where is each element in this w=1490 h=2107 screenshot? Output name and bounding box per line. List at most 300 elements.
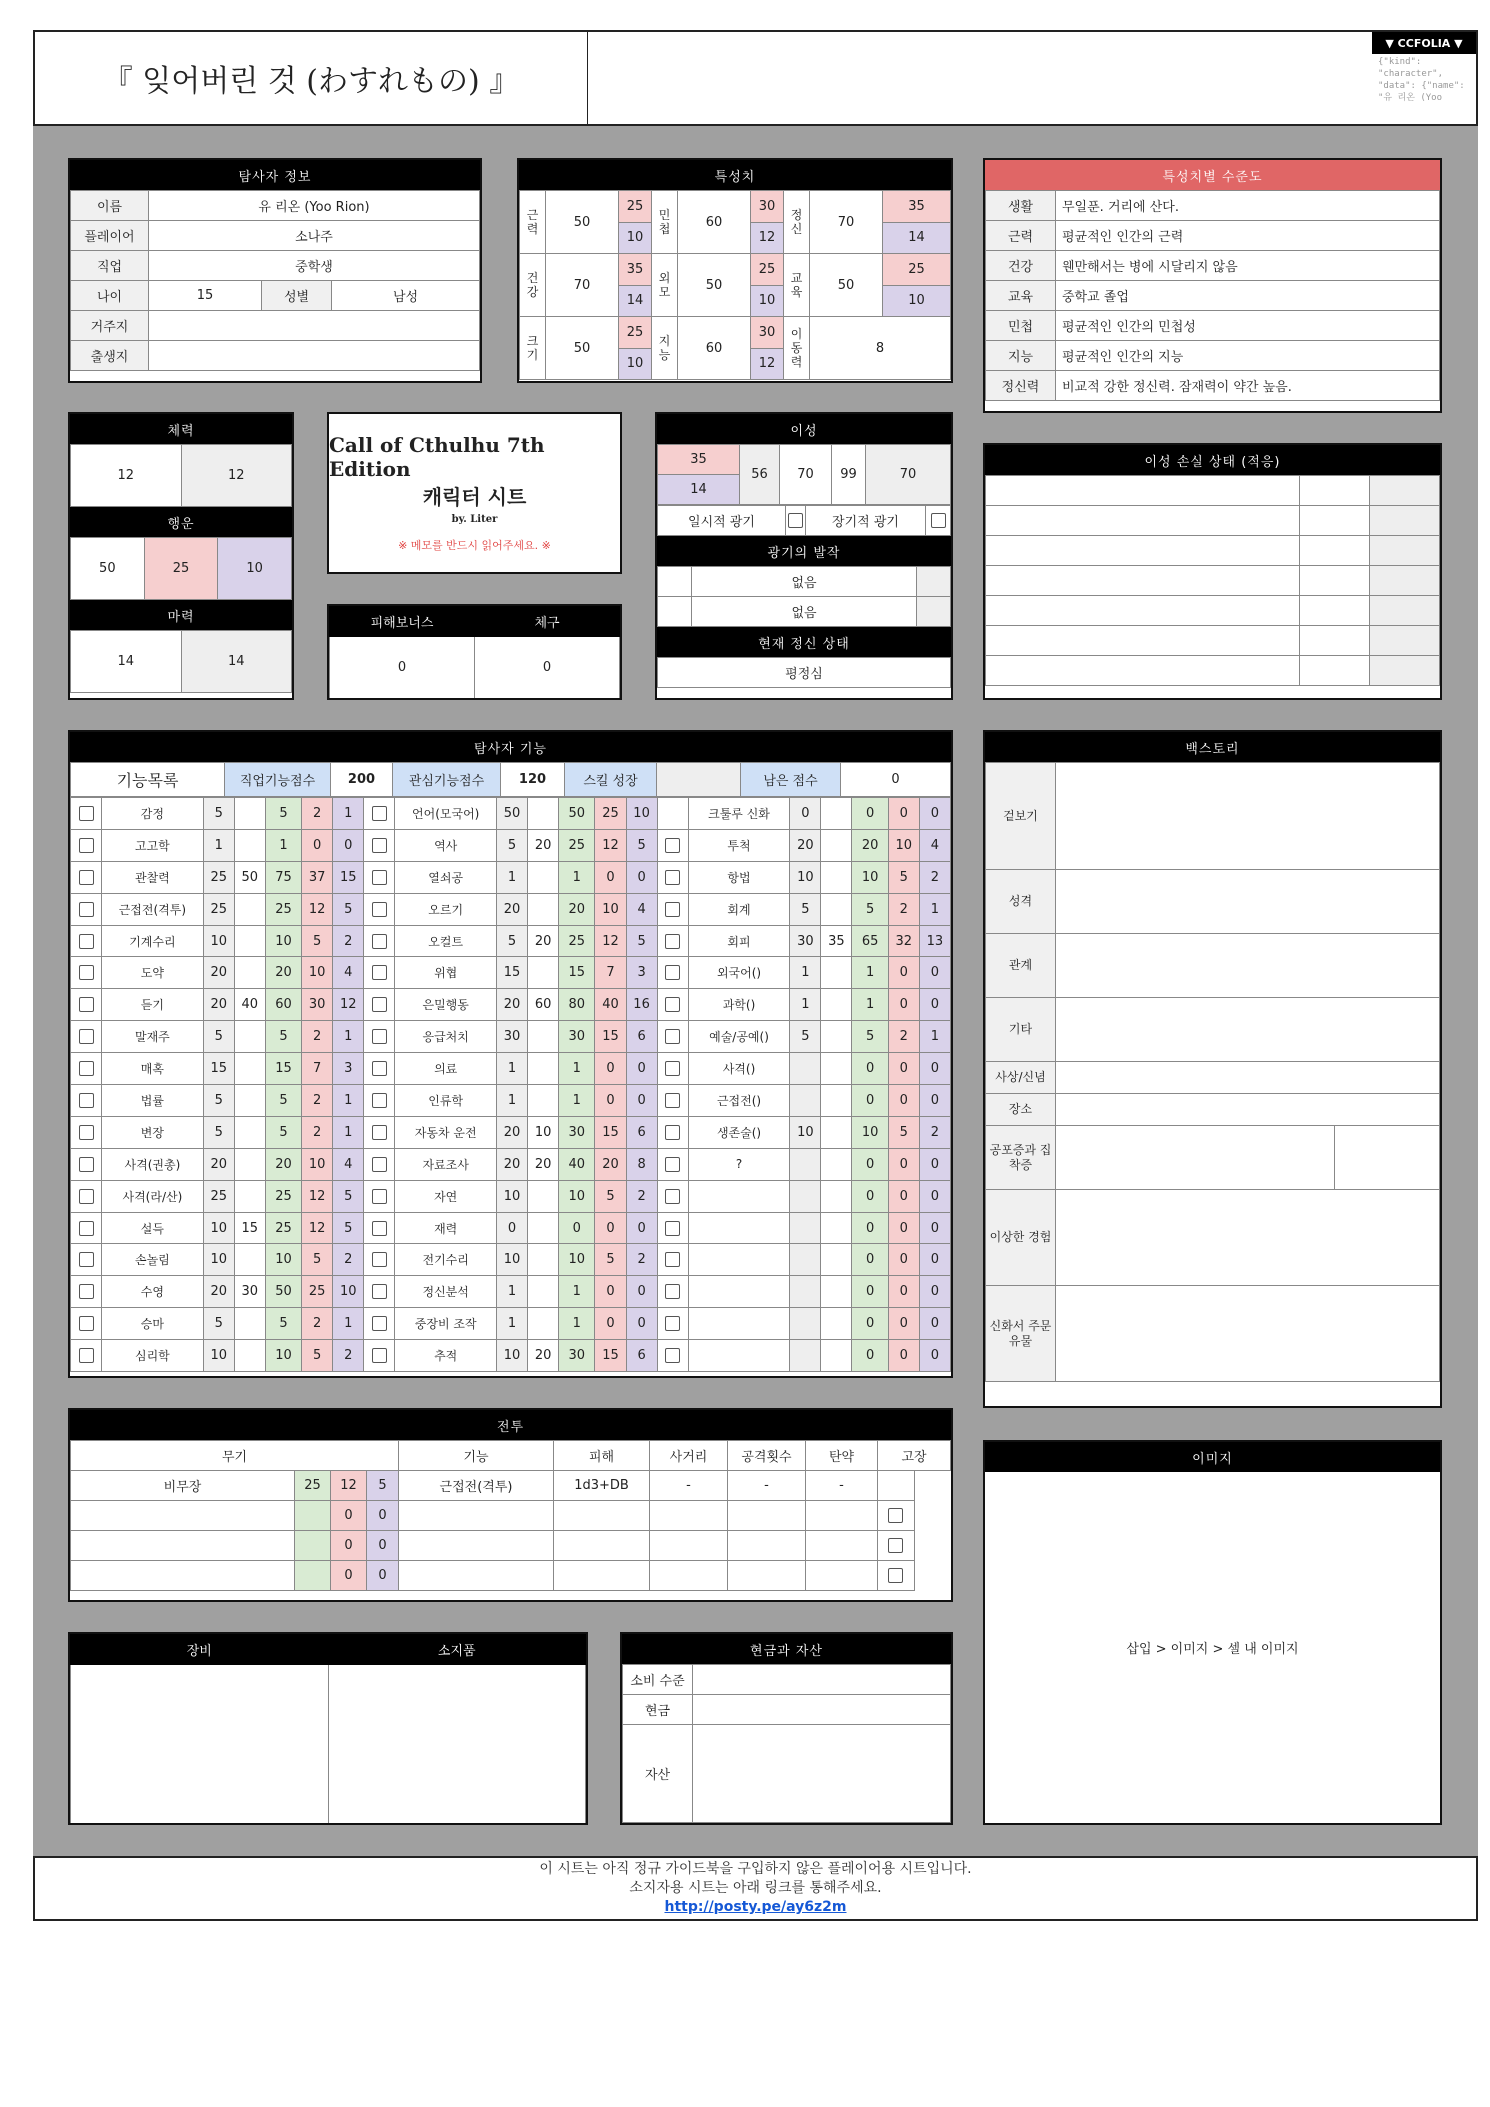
skill-checkbox-cell[interactable] (657, 1085, 688, 1117)
skill-added[interactable]: 35 (821, 925, 852, 957)
skill-checkbox-cell[interactable] (657, 1340, 688, 1372)
sanloss-row[interactable] (986, 566, 1300, 596)
skill-checkbox-cell[interactable] (71, 1340, 102, 1372)
skill-checkbox-cell[interactable] (364, 1116, 395, 1148)
section-header: 탐사자 정보 (70, 160, 480, 190)
skill-added[interactable] (821, 1116, 852, 1148)
items-field[interactable] (328, 1665, 586, 1824)
backstory-field[interactable] (1056, 870, 1440, 934)
skill-checkbox[interactable] (665, 1221, 680, 1236)
skill-checkbox[interactable] (665, 1157, 680, 1172)
skill-checkbox-cell[interactable] (71, 1053, 102, 1085)
hp-current[interactable]: 12 (71, 445, 182, 507)
weapon-malf-checkbox-cell[interactable] (878, 1561, 915, 1591)
skill-base: 20 (203, 989, 234, 1021)
skill-checkbox-cell[interactable] (657, 1244, 688, 1276)
gear-field[interactable] (71, 1665, 329, 1824)
skill-added[interactable] (234, 925, 265, 957)
weapon-name[interactable] (71, 1561, 295, 1591)
skill-checkbox[interactable] (372, 997, 387, 1012)
skill-checkbox[interactable] (372, 1157, 387, 1172)
skill-checkbox[interactable] (665, 934, 680, 949)
san-current[interactable]: 56 (740, 445, 780, 505)
skill-added[interactable] (234, 829, 265, 861)
char-value[interactable]: 70 (810, 191, 883, 254)
skill-added[interactable] (821, 1276, 852, 1308)
skill-checkbox-cell[interactable] (364, 1021, 395, 1053)
skill-checkbox[interactable] (372, 1221, 387, 1236)
char-value[interactable]: 8 (810, 317, 951, 380)
skill-added[interactable] (528, 798, 559, 830)
weapon-ammo[interactable] (806, 1561, 878, 1591)
backstory-field-extra[interactable] (1335, 1126, 1440, 1190)
backstory-field[interactable] (1056, 1062, 1440, 1094)
level-desc[interactable]: 비교적 강한 정신력. 잠재력이 약간 높음. (1056, 371, 1440, 401)
skill-checkbox-cell[interactable] (364, 925, 395, 957)
skill-checkbox[interactable] (79, 806, 94, 821)
skill-checkbox[interactable] (665, 1029, 680, 1044)
skill-checkbox-cell[interactable] (657, 1116, 688, 1148)
skill-checkbox[interactable] (665, 870, 680, 885)
weapon-range[interactable]: - (650, 1471, 728, 1501)
sex-field[interactable]: 남성 (332, 281, 480, 311)
sanloss-row[interactable] (986, 506, 1300, 536)
weapon-attacks[interactable]: - (728, 1471, 806, 1501)
skill-checkbox[interactable] (79, 1284, 94, 1299)
skill-checkbox-cell[interactable] (364, 1244, 395, 1276)
weapon-damage[interactable] (554, 1561, 650, 1591)
level-label: 근력 (986, 221, 1056, 251)
skill-added[interactable] (528, 1053, 559, 1085)
sanloss-row[interactable] (986, 596, 1300, 626)
int-points-label: 관심기능점수 (393, 763, 501, 797)
level-desc[interactable]: 평균적인 인간의 민첩성 (1056, 311, 1440, 341)
skill-name (688, 1244, 790, 1276)
skill-checkbox[interactable] (665, 1348, 680, 1363)
level-desc[interactable]: 평균적인 인간의 근력 (1056, 221, 1440, 251)
skill-added[interactable] (821, 1180, 852, 1212)
weapon-ammo[interactable] (806, 1531, 878, 1561)
sanloss-row[interactable] (986, 656, 1300, 686)
skill-checkbox-cell[interactable] (71, 1244, 102, 1276)
sanloss-row[interactable] (986, 476, 1300, 506)
skill-checkbox[interactable] (79, 838, 94, 853)
sanloss-amount[interactable] (1300, 506, 1370, 536)
skill-added[interactable] (528, 1244, 559, 1276)
skill-name: 정신분석 (395, 1276, 497, 1308)
skill-added[interactable] (821, 829, 852, 861)
skill-half: 7 (302, 1053, 333, 1085)
skill-checkbox[interactable] (79, 1061, 94, 1076)
skill-checkbox-cell[interactable] (657, 989, 688, 1021)
db-value[interactable]: 0 (330, 637, 475, 699)
bout1-check[interactable] (658, 567, 692, 597)
skill-total: 0 (852, 1053, 888, 1085)
skill-checkbox[interactable] (79, 902, 94, 917)
skill-checkbox[interactable] (665, 1316, 680, 1331)
skill-added[interactable]: 40 (234, 989, 265, 1021)
backstory-field[interactable] (1056, 998, 1440, 1062)
backstory-label: 공포증과 집착증 (986, 1126, 1056, 1190)
sanloss-amount[interactable] (1300, 596, 1370, 626)
int-points[interactable]: 120 (501, 763, 565, 797)
skill-checkbox-cell[interactable] (364, 861, 395, 893)
skill-checkbox[interactable] (372, 1093, 387, 1108)
skill-added[interactable] (821, 1085, 852, 1117)
backstory-field[interactable] (1056, 1094, 1440, 1126)
weapon-name[interactable] (71, 1531, 295, 1561)
skill-added[interactable] (234, 1308, 265, 1340)
skill-checkbox[interactable] (665, 997, 680, 1012)
weapon-malf-checkbox-cell[interactable] (878, 1501, 915, 1531)
skill-checkbox-cell[interactable] (364, 1085, 395, 1117)
skill-base: 10 (496, 1180, 527, 1212)
ccfolia-json[interactable]: {"kind": "character", "data": {"name": "유 리온 (Yoo (1378, 57, 1465, 103)
weapon-malf[interactable] (878, 1471, 915, 1501)
indef-insanity-checkbox[interactable] (931, 513, 946, 528)
weapon-malf-checkbox[interactable] (888, 1538, 903, 1553)
skill-checkbox-cell[interactable] (364, 1308, 395, 1340)
skill-checkbox[interactable] (665, 1284, 680, 1299)
weapon-attacks[interactable] (728, 1531, 806, 1561)
weapon-name[interactable]: 비무장 (71, 1471, 295, 1501)
skill-checkbox[interactable] (372, 1284, 387, 1299)
skill-checkbox-cell[interactable] (657, 1053, 688, 1085)
name-field[interactable]: 유 리온 (Yoo Rion) (149, 191, 480, 221)
skill-checkbox-cell[interactable] (71, 1021, 102, 1053)
weapon-skill-name[interactable]: 근접전(격투) (399, 1471, 554, 1501)
sanloss-amount[interactable] (1300, 656, 1370, 686)
skill-added[interactable] (821, 893, 852, 925)
skill-added[interactable] (821, 1308, 852, 1340)
level-desc[interactable]: 무일푼. 거리에 산다. (1056, 191, 1440, 221)
sanloss-amount[interactable] (1300, 536, 1370, 566)
level-desc[interactable]: 웬만해서는 병에 시달리지 않음 (1056, 251, 1440, 281)
skill-checkbox-cell[interactable] (657, 861, 688, 893)
skill-added[interactable] (234, 1244, 265, 1276)
age-field[interactable]: 15 (149, 281, 262, 311)
weapon-malf-checkbox[interactable] (888, 1568, 903, 1583)
skill-added[interactable] (234, 893, 265, 925)
skill-checkbox-cell[interactable] (657, 1308, 688, 1340)
skill-added[interactable] (821, 1212, 852, 1244)
skill-checkbox[interactable] (372, 870, 387, 885)
residence-field[interactable] (149, 311, 480, 341)
footer-link[interactable]: http://posty.pe/ay6z2m (664, 1899, 847, 1915)
weapon-ammo[interactable] (806, 1501, 878, 1531)
skill-checkbox[interactable] (79, 1316, 94, 1331)
skill-added[interactable]: 20 (528, 1340, 559, 1372)
char-value[interactable]: 60 (678, 317, 751, 380)
sanloss-extra (1370, 476, 1440, 506)
skill-checkbox[interactable] (665, 1093, 680, 1108)
weapon-attacks[interactable] (728, 1501, 806, 1531)
skill-added[interactable]: 20 (528, 829, 559, 861)
skill-growth-value[interactable] (657, 763, 741, 797)
skill-added[interactable] (528, 893, 559, 925)
skill-added[interactable]: 20 (528, 1148, 559, 1180)
luck-value[interactable]: 50 (71, 538, 145, 600)
skill-checkbox[interactable] (372, 1348, 387, 1363)
luck-half: 25 (144, 538, 218, 600)
skill-total: 0 (852, 798, 888, 830)
backstory-field[interactable] (1056, 1286, 1440, 1382)
bout1-text[interactable]: 없음 (692, 567, 917, 597)
char-value[interactable]: 70 (546, 254, 619, 317)
backstory-field[interactable] (1056, 934, 1440, 998)
sanloss-amount[interactable] (1300, 626, 1370, 656)
backstory-field[interactable] (1056, 1190, 1440, 1286)
cash-field[interactable] (693, 1695, 951, 1725)
mp-current[interactable]: 14 (71, 631, 182, 693)
skill-added[interactable] (234, 957, 265, 989)
skill-checkbox[interactable] (79, 965, 94, 980)
skill-added[interactable] (528, 861, 559, 893)
skill-checkbox-cell[interactable] (657, 1148, 688, 1180)
skill-added[interactable]: 20 (528, 925, 559, 957)
ccfolia-label[interactable]: ▼ CCFOLIA ▼ (1372, 32, 1476, 54)
player-field[interactable]: 소나주 (149, 221, 480, 251)
spending-field[interactable] (693, 1665, 951, 1695)
skill-checkbox-cell[interactable] (71, 798, 102, 830)
skill-name: 과학() (688, 989, 790, 1021)
skill-checkbox-cell[interactable] (71, 1308, 102, 1340)
skill-added[interactable] (528, 1021, 559, 1053)
skill-checkbox-cell[interactable] (71, 1085, 102, 1117)
skill-added[interactable] (821, 798, 852, 830)
backstory-field[interactable] (1056, 1126, 1335, 1190)
skill-checkbox[interactable] (79, 934, 94, 949)
skill-checkbox-cell[interactable] (364, 893, 395, 925)
weapon-range[interactable] (650, 1501, 728, 1531)
skill-added[interactable] (234, 1340, 265, 1372)
skill-checkbox[interactable] (79, 1029, 94, 1044)
sanloss-extra (1370, 506, 1440, 536)
weapon-damage[interactable] (554, 1501, 650, 1531)
skill-added[interactable] (234, 1116, 265, 1148)
skill-added[interactable]: 50 (234, 861, 265, 893)
skill-added[interactable]: 60 (528, 989, 559, 1021)
birthplace-field[interactable] (149, 341, 480, 371)
skill-added[interactable] (528, 1212, 559, 1244)
image-hint[interactable]: 삽입 > 이미지 > 셀 내 이미지 (1126, 1641, 1299, 1657)
skill-checkbox[interactable] (79, 1189, 94, 1204)
weapon-range[interactable] (650, 1561, 728, 1591)
sanloss-amount[interactable] (1300, 566, 1370, 596)
skill-checkbox[interactable] (79, 1157, 94, 1172)
skill-added[interactable] (234, 1180, 265, 1212)
skill-checkbox[interactable] (79, 1252, 94, 1267)
skill-checkbox[interactable] (665, 965, 680, 980)
skill-checkbox-cell[interactable] (71, 1180, 102, 1212)
skill-checkbox-cell[interactable] (364, 829, 395, 861)
weapon-attacks[interactable] (728, 1561, 806, 1591)
weapon-name[interactable] (71, 1501, 295, 1531)
char-fifth: 12 (751, 222, 784, 254)
skill-checkbox[interactable] (372, 1316, 387, 1331)
skill-checkbox-cell[interactable] (364, 1053, 395, 1085)
ccfolia-panel[interactable] (1372, 32, 1476, 124)
skill-half: 32 (888, 925, 919, 957)
skill-added[interactable] (821, 1244, 852, 1276)
footer-line1: 이 시트는 아직 정규 가이드북을 구입하지 않은 플레이어용 시트입니다. (539, 1861, 972, 1877)
skill-added[interactable]: 10 (528, 1116, 559, 1148)
skill-checkbox-cell[interactable] (71, 1116, 102, 1148)
assets-field[interactable] (693, 1725, 951, 1823)
skill-name: 오르기 (395, 893, 497, 925)
mental-state[interactable]: 평정심 (658, 658, 951, 688)
skill-base: 20 (203, 957, 234, 989)
skill-checkbox[interactable] (665, 1125, 680, 1140)
sanloss-row[interactable] (986, 626, 1300, 656)
skill-checkbox-cell[interactable] (364, 1340, 395, 1372)
weapon-range[interactable] (650, 1531, 728, 1561)
skill-checkbox[interactable] (372, 965, 387, 980)
skill-checkbox[interactable] (79, 1221, 94, 1236)
skill-added[interactable] (821, 1148, 852, 1180)
skill-checkbox[interactable] (372, 902, 387, 917)
skill-added[interactable]: 15 (234, 1212, 265, 1244)
char-half: 35 (883, 191, 951, 223)
skill-checkbox[interactable] (372, 838, 387, 853)
char-value[interactable]: 50 (546, 191, 619, 254)
skill-checkbox-cell[interactable] (364, 989, 395, 1021)
char-value[interactable]: 50 (546, 317, 619, 380)
build-value[interactable]: 0 (475, 637, 620, 699)
job-field[interactable]: 중학생 (149, 251, 480, 281)
skill-total: 50 (559, 798, 595, 830)
skill-added[interactable] (234, 1148, 265, 1180)
skill-added[interactable] (821, 957, 852, 989)
weapon-skill-name[interactable] (399, 1561, 554, 1591)
skill-half: 12 (595, 829, 626, 861)
sanloss-amount[interactable] (1300, 476, 1370, 506)
skill-base (790, 1212, 821, 1244)
skill-checkbox-cell[interactable] (657, 1276, 688, 1308)
skill-checkbox-cell[interactable] (71, 861, 102, 893)
skill-checkbox[interactable] (665, 1252, 680, 1267)
section-header: 특성치 (519, 160, 951, 190)
skill-added[interactable] (821, 1053, 852, 1085)
weapon-malf-checkbox-cell[interactable] (878, 1531, 915, 1561)
skill-checkbox[interactable] (79, 997, 94, 1012)
section-header: 현금과 자산 (622, 1634, 951, 1664)
skill-checkbox-cell[interactable] (364, 1148, 395, 1180)
skill-checkbox-cell[interactable] (657, 893, 688, 925)
skill-checkbox[interactable] (665, 1189, 680, 1204)
skill-added[interactable] (234, 1021, 265, 1053)
weapon-damage[interactable] (554, 1531, 650, 1561)
skill-added[interactable] (234, 1085, 265, 1117)
skill-checkbox-cell[interactable] (364, 798, 395, 830)
skill-checkbox-cell[interactable] (71, 957, 102, 989)
weapon-skill-name[interactable] (399, 1531, 554, 1561)
temp-insanity-checkbox[interactable] (788, 513, 803, 528)
skill-checkbox-cell[interactable] (657, 925, 688, 957)
skill-added[interactable] (528, 1085, 559, 1117)
weapon-fifth: 0 (367, 1531, 399, 1561)
skill-checkbox-cell[interactable] (657, 829, 688, 861)
char-value[interactable]: 50 (810, 254, 883, 317)
skill-checkbox[interactable] (372, 1061, 387, 1076)
memo-note: ※ 메모를 반드시 읽어주세요. ※ (398, 539, 551, 552)
skill-checkbox[interactable] (79, 1125, 94, 1140)
char-fifth: 10 (883, 285, 951, 317)
skill-added[interactable] (528, 1180, 559, 1212)
level-desc[interactable]: 평균적인 인간의 지능 (1056, 341, 1440, 371)
skill-added[interactable] (821, 989, 852, 1021)
weapon-ammo[interactable]: - (806, 1471, 878, 1501)
skill-added[interactable] (528, 1276, 559, 1308)
skill-checkbox[interactable] (372, 806, 387, 821)
weapon-malf-checkbox[interactable] (888, 1508, 903, 1523)
skill-added[interactable] (234, 1053, 265, 1085)
skill-checkbox-cell[interactable] (364, 1180, 395, 1212)
skill-checkbox[interactable] (665, 838, 680, 853)
skill-checkbox-cell[interactable] (71, 1276, 102, 1308)
skill-checkbox-cell[interactable] (71, 989, 102, 1021)
skill-checkbox-cell[interactable] (657, 1021, 688, 1053)
level-desc[interactable]: 중학교 졸업 (1056, 281, 1440, 311)
skill-checkbox[interactable] (79, 870, 94, 885)
char-value[interactable]: 60 (678, 191, 751, 254)
bout2-check[interactable] (658, 597, 692, 627)
skill-checkbox-cell[interactable] (657, 957, 688, 989)
skill-added[interactable] (234, 798, 265, 830)
char-value[interactable]: 50 (678, 254, 751, 317)
skill-fifth: 0 (333, 829, 364, 861)
skill-added[interactable] (821, 1021, 852, 1053)
char-half: 30 (751, 317, 784, 349)
backstory-field[interactable] (1056, 763, 1440, 870)
weapon-damage[interactable]: 1d3+DB (554, 1471, 650, 1501)
skill-checkbox-cell[interactable] (364, 1212, 395, 1244)
skill-added[interactable] (528, 1308, 559, 1340)
skill-checkbox-cell[interactable] (364, 1276, 395, 1308)
skill-checkbox[interactable] (79, 1093, 94, 1108)
skill-added[interactable] (528, 957, 559, 989)
skill-added[interactable]: 30 (234, 1276, 265, 1308)
skill-checkbox[interactable] (372, 1189, 387, 1204)
skill-checkbox-cell[interactable] (657, 1212, 688, 1244)
skill-checkbox-cell[interactable] (71, 925, 102, 957)
skill-checkbox-cell[interactable] (71, 1148, 102, 1180)
skill-checkbox-cell[interactable] (71, 829, 102, 861)
bout2-text[interactable]: 없음 (692, 597, 917, 627)
skill-checkbox[interactable] (372, 934, 387, 949)
skill-added[interactable] (821, 1340, 852, 1372)
skill-total: 25 (265, 1180, 301, 1212)
remaining-points-label: 남은 점수 (741, 763, 841, 797)
weapon-fifth: 0 (367, 1561, 399, 1591)
skill-checkbox[interactable] (665, 1061, 680, 1076)
skill-checkbox-cell[interactable] (71, 893, 102, 925)
skill-added[interactable] (821, 861, 852, 893)
skill-checkbox-cell[interactable] (364, 957, 395, 989)
occ-points[interactable]: 200 (331, 763, 393, 797)
skill-checkbox[interactable] (372, 1125, 387, 1140)
skill-checkbox[interactable] (372, 1029, 387, 1044)
skill-half: 5 (302, 925, 333, 957)
skill-checkbox-cell[interactable] (657, 1180, 688, 1212)
weapon-skill-name[interactable] (399, 1501, 554, 1531)
skill-half: 0 (595, 1053, 626, 1085)
skill-checkbox[interactable] (665, 902, 680, 917)
skill-checkbox-cell[interactable] (71, 1212, 102, 1244)
sanloss-row[interactable] (986, 536, 1300, 566)
skill-checkbox[interactable] (79, 1348, 94, 1363)
skill-checkbox[interactable] (372, 1252, 387, 1267)
